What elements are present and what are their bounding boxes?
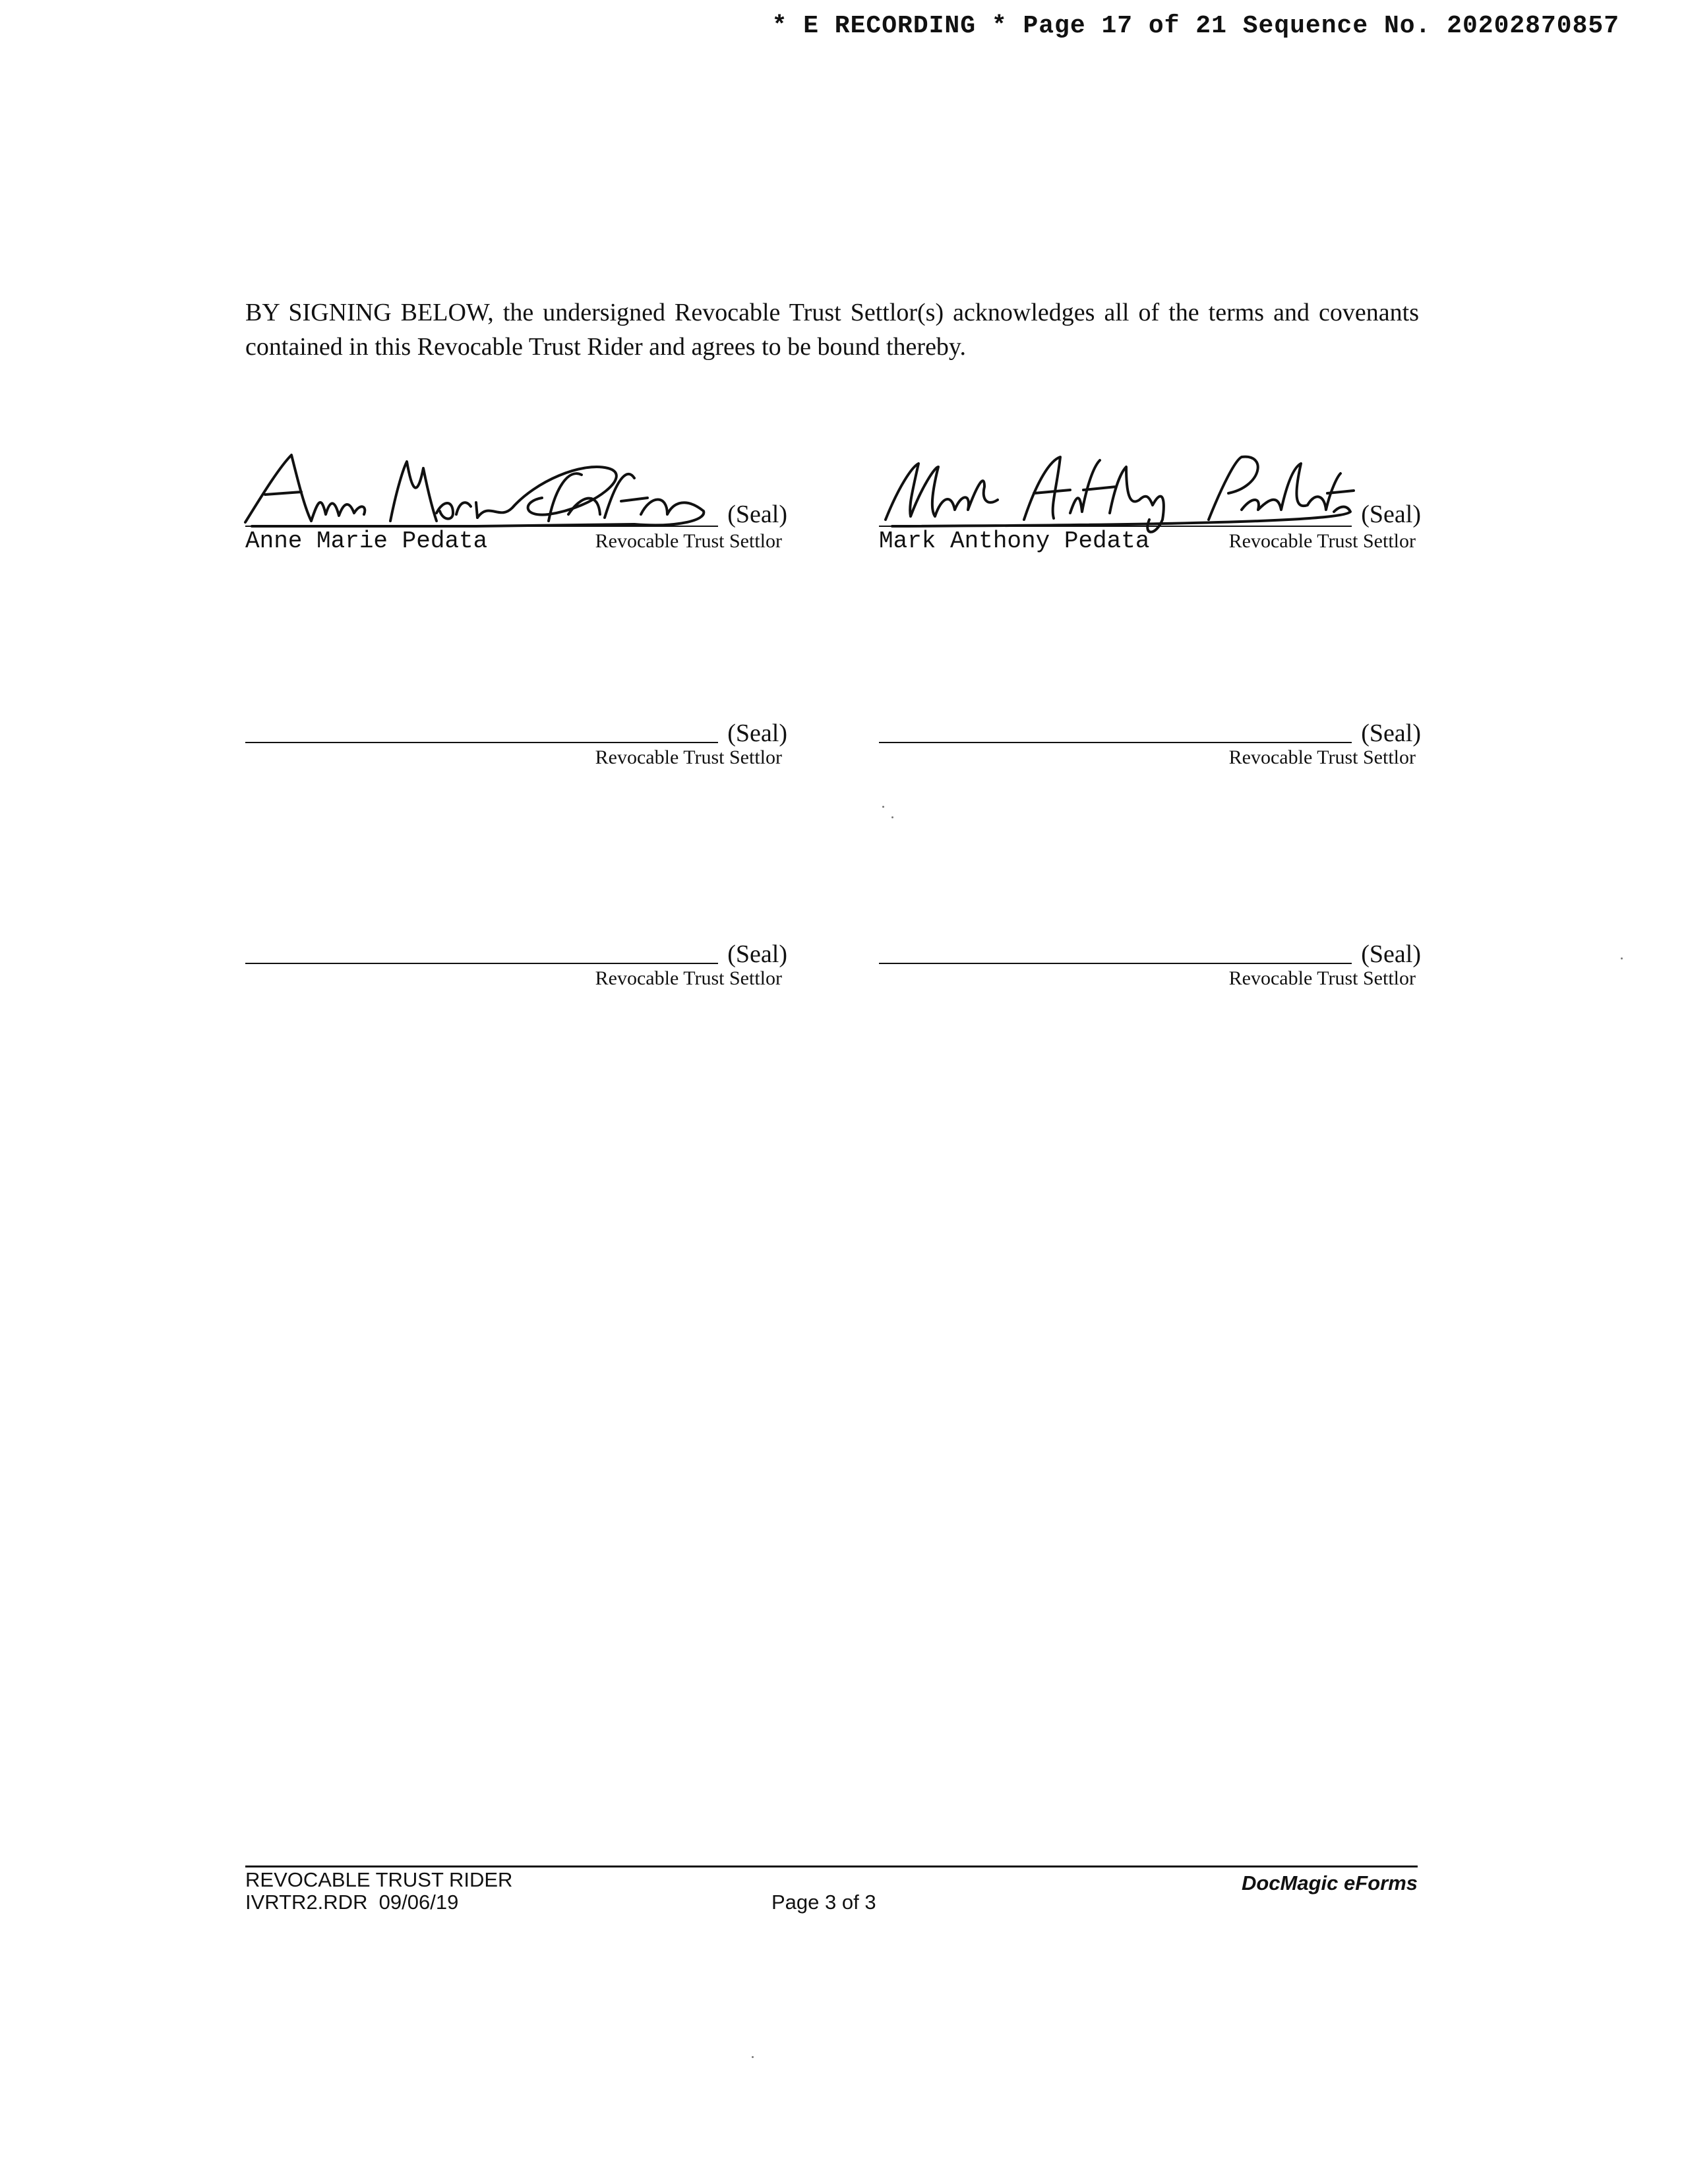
signer-role: Revocable Trust Settlor <box>1228 530 1416 552</box>
handwritten-signature-anne <box>239 429 713 534</box>
signature-line <box>245 526 718 527</box>
signature-line <box>879 963 1352 964</box>
signer-role: Revocable Trust Settlor <box>595 530 782 552</box>
seal-label: (Seal) <box>727 719 787 747</box>
signer-name: Anne Marie Pedata <box>245 528 488 555</box>
signer-role: Revocable Trust Settlor <box>1228 967 1416 989</box>
signature-block-6 <box>879 940 1421 1058</box>
signature-line <box>879 526 1352 527</box>
seal-label: (Seal) <box>1361 940 1421 968</box>
recording-stamp: * E RECORDING * Page 17 of 21 Sequence No. 20202870857 <box>771 12 1619 40</box>
form-code: IVRTR2.RDR 09/06/19 <box>245 1891 459 1914</box>
form-title: REVOCABLE TRUST RIDER <box>245 1868 513 1891</box>
scan-speck <box>882 806 884 808</box>
signature-block-2 <box>879 429 1421 555</box>
signature-block-4 <box>879 719 1421 837</box>
seal-label: (Seal) <box>727 940 787 968</box>
signature-block-3 <box>245 719 787 837</box>
acknowledgment-paragraph: BY SIGNING BELOW, the undersigned Revocable Trust Settlor(s) acknowledges all of the terms and covenants contained in this Revocable Trust Rider and agrees to be bound thereby. <box>245 299 1419 361</box>
seal-label: (Seal) <box>1361 501 1421 528</box>
signer-name: Mark Anthony Pedata <box>879 528 1150 555</box>
signature-line <box>245 742 718 743</box>
handwritten-signature-mark <box>872 427 1360 533</box>
seal-label: (Seal) <box>1361 719 1421 747</box>
scan-speck <box>752 2056 754 2058</box>
footer-form-info <box>245 1869 512 1914</box>
footer-rule <box>245 1866 1418 1867</box>
signature-line <box>879 742 1352 743</box>
signature-block-1 <box>245 429 787 555</box>
brand-mark: DocMagic eForms <box>1241 1871 1418 1895</box>
scan-speck <box>891 816 893 818</box>
signature-line <box>245 963 718 964</box>
seal-label: (Seal) <box>727 501 787 528</box>
page-number: Page 3 of 3 <box>771 1891 876 1914</box>
scan-speck <box>1621 957 1623 959</box>
signer-role: Revocable Trust Settlor <box>1228 746 1416 768</box>
signer-role: Revocable Trust Settlor <box>595 967 782 989</box>
signer-role: Revocable Trust Settlor <box>595 746 782 768</box>
signature-block-5 <box>245 940 787 1058</box>
